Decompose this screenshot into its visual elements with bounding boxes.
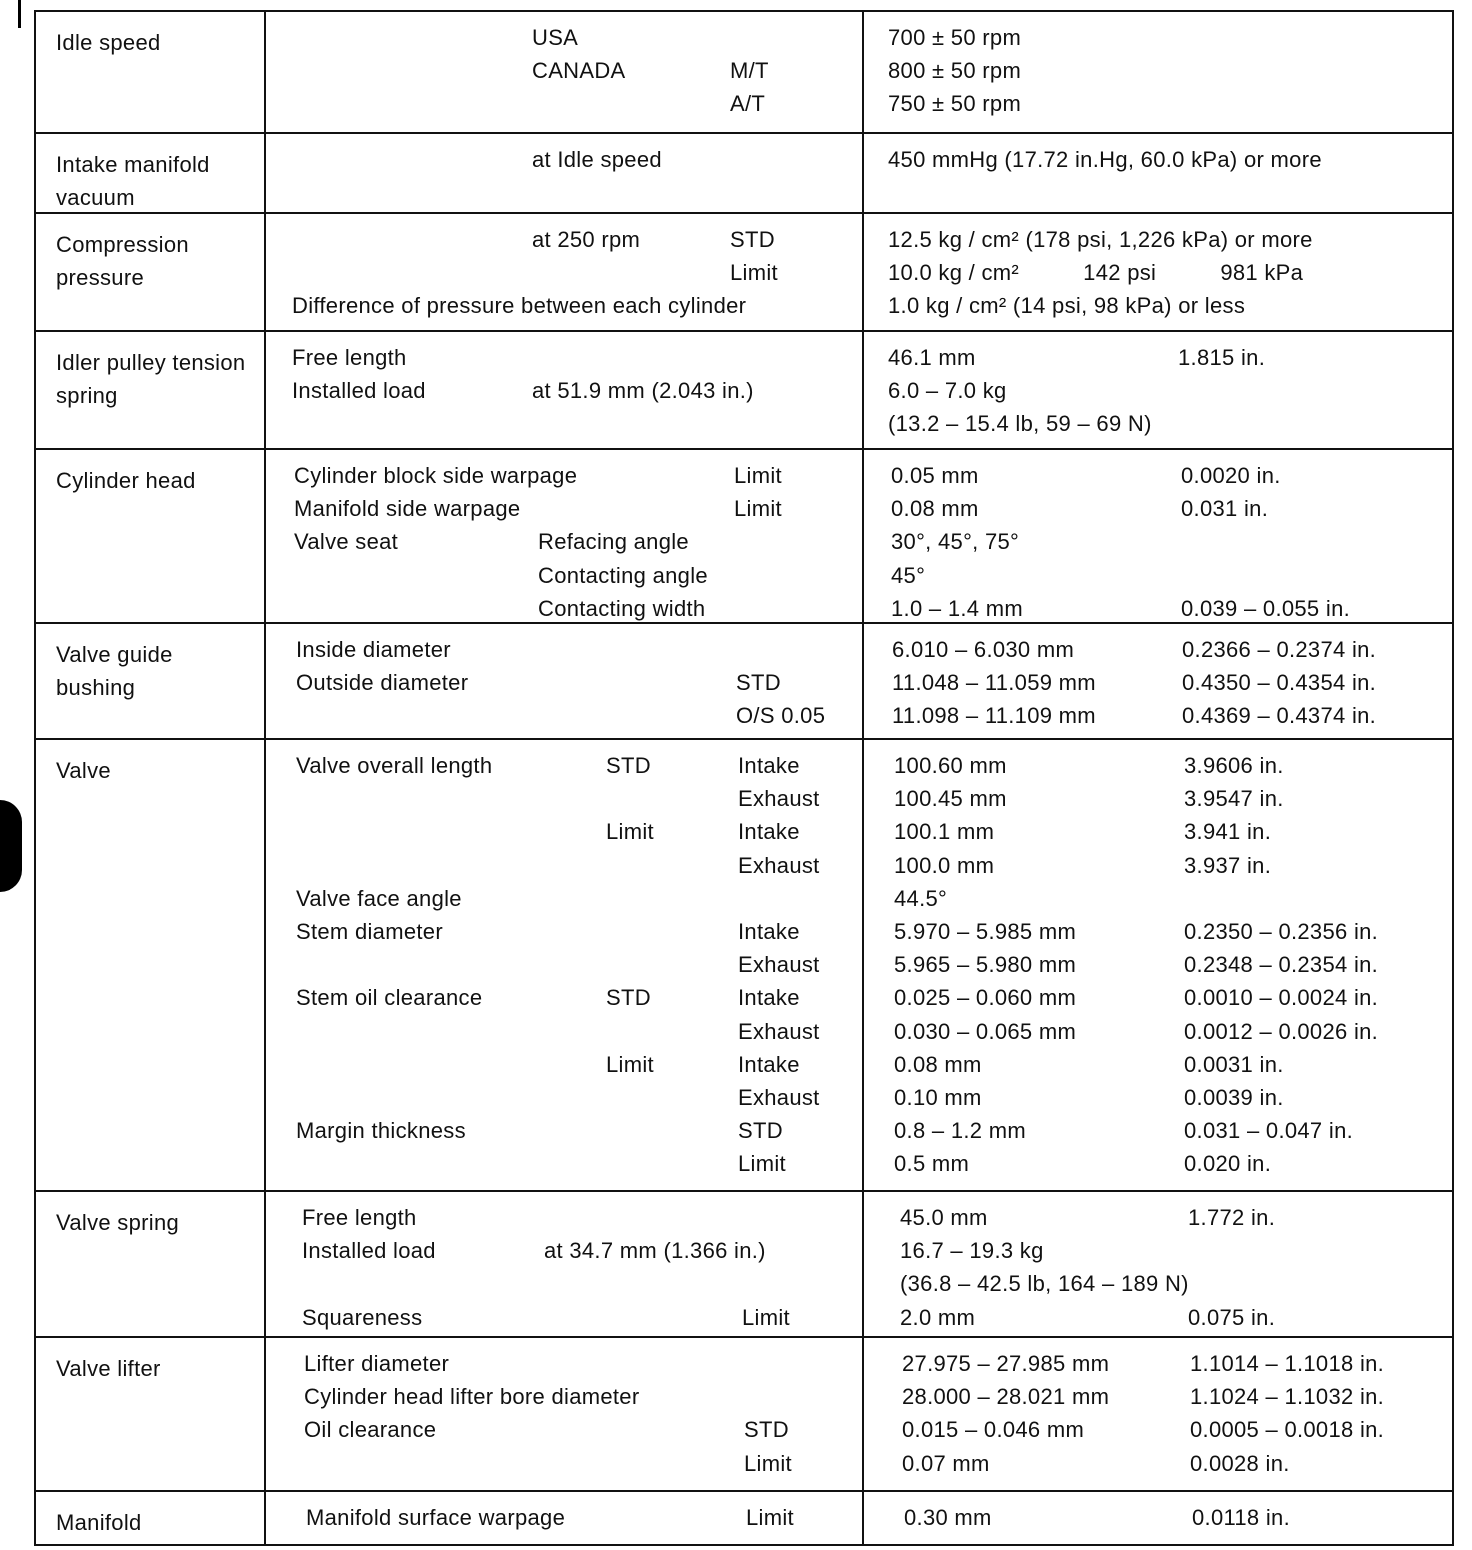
spec-condition: Installed load bbox=[302, 1238, 436, 1264]
spec-value-metric: 2.0 mm bbox=[900, 1304, 976, 1330]
spec-value-metric: 750 ± 50 rpm bbox=[888, 91, 1022, 117]
spec-sub-condition: STD bbox=[606, 985, 651, 1011]
spec-row bbox=[36, 448, 1452, 622]
spec-sub-condition: at 51.9 mm (2.043 in.) bbox=[532, 378, 754, 404]
spec-condition: Oil clearance bbox=[304, 1417, 437, 1443]
spec-qualifier: Limit bbox=[746, 1505, 794, 1530]
spec-value-imperial: 3.9606 in. bbox=[1184, 753, 1284, 778]
spec-sub-condition: Contacting width bbox=[538, 595, 706, 621]
spec-qualifier: Limit bbox=[734, 463, 782, 488]
spec-item-label: Valve lifter bbox=[56, 1356, 161, 1381]
spec-condition: Lifter diameter bbox=[304, 1351, 450, 1376]
spec-row bbox=[36, 330, 1452, 448]
spec-value-imperial: 0.0028 in. bbox=[1190, 1450, 1290, 1476]
spec-row bbox=[36, 12, 1452, 132]
spec-qualifier: Limit bbox=[734, 496, 782, 522]
spec-value-imperial: 1.815 in. bbox=[1178, 345, 1266, 370]
spec-sub-condition: Limit bbox=[606, 1051, 654, 1077]
spec-value-metric: 45° bbox=[891, 562, 926, 588]
spec-qualifier: Limit bbox=[738, 1151, 786, 1177]
spec-item-label: Intake manifold vacuum bbox=[56, 152, 210, 210]
spec-sub-condition: STD bbox=[606, 753, 651, 778]
spec-qualifier: M/T bbox=[730, 58, 769, 84]
spec-qualifier: Intake bbox=[738, 919, 800, 944]
spec-condition: Margin thickness bbox=[296, 1118, 466, 1144]
spec-value-imperial: 0.031 in. bbox=[1181, 496, 1269, 522]
spec-value-imperial: 0.2366 – 0.2374 in. bbox=[1182, 637, 1377, 662]
spec-value-metric: 1.0 – 1.4 mm bbox=[891, 595, 1023, 621]
spec-condition: Valve overall length bbox=[296, 753, 493, 778]
spec-sub-condition: CANADA bbox=[532, 58, 626, 84]
spec-value-metric: 0.30 mm bbox=[904, 1505, 992, 1530]
spec-value-metric: 5.965 – 5.980 mm bbox=[894, 952, 1077, 978]
spec-value-metric: 0.025 – 0.060 mm bbox=[894, 985, 1077, 1011]
spec-qualifier: STD bbox=[744, 1417, 789, 1443]
spec-value-metric: 45.0 mm bbox=[900, 1205, 988, 1230]
spec-qualifier: Limit bbox=[742, 1304, 790, 1330]
spec-condition: Manifold side warpage bbox=[294, 496, 521, 522]
spec-condition: Valve face angle bbox=[296, 885, 462, 911]
spec-item-label: Compression pressure bbox=[56, 232, 189, 290]
spec-sub-condition: at Idle speed bbox=[532, 147, 662, 172]
spec-value-metric: 6.010 – 6.030 mm bbox=[892, 637, 1075, 662]
spec-item-label: Manifold bbox=[56, 1510, 142, 1535]
spec-value-metric: 10.0 kg / cm² 142 psi 981 kPa bbox=[888, 260, 1304, 286]
spec-qualifier: O/S 0.05 bbox=[736, 703, 826, 729]
service-specifications-table bbox=[34, 10, 1454, 1546]
spec-row bbox=[36, 1190, 1452, 1336]
spec-condition: Inside diameter bbox=[296, 637, 451, 662]
spec-value-imperial: 0.0039 in. bbox=[1184, 1085, 1284, 1110]
spec-value-metric: 0.07 mm bbox=[902, 1450, 990, 1476]
spec-value-imperial: 0.0010 – 0.0024 in. bbox=[1184, 985, 1379, 1011]
spec-value-imperial: 0.039 – 0.055 in. bbox=[1181, 595, 1351, 621]
spec-condition: Cylinder block side warpage bbox=[294, 463, 578, 488]
spec-qualifier: Exhaust bbox=[738, 952, 820, 978]
spec-value-metric: 0.030 – 0.065 mm bbox=[894, 1018, 1077, 1044]
spec-value-imperial: 0.0020 in. bbox=[1181, 463, 1281, 488]
spec-value-metric: 0.10 mm bbox=[894, 1085, 982, 1110]
spec-value-metric: 0.8 – 1.2 mm bbox=[894, 1118, 1026, 1144]
spec-condition: Free length bbox=[292, 345, 407, 370]
spec-sub-condition: at 34.7 mm (1.366 in.) bbox=[544, 1238, 766, 1264]
corner-tick-mark bbox=[18, 0, 21, 28]
spec-value-metric: 5.970 – 5.985 mm bbox=[894, 919, 1077, 944]
spec-row bbox=[36, 1490, 1452, 1544]
spec-value-metric: 12.5 kg / cm² (178 psi, 1,226 kPa) or more bbox=[888, 227, 1313, 252]
spec-row bbox=[36, 212, 1452, 330]
spec-qualifier: Limit bbox=[744, 1450, 792, 1476]
spec-condition: Difference of pressure between each cylinder bbox=[292, 293, 747, 319]
spec-item-label: Idler pulley tension spring bbox=[56, 350, 246, 408]
spec-qualifier: Exhaust bbox=[738, 1018, 820, 1044]
spec-value-imperial: 3.941 in. bbox=[1184, 819, 1272, 845]
spec-value-imperial: 0.075 in. bbox=[1188, 1304, 1276, 1330]
spec-value-metric: 11.098 – 11.109 mm bbox=[892, 703, 1096, 729]
spec-value-metric: 0.08 mm bbox=[891, 496, 979, 522]
spec-value-metric: 0.5 mm bbox=[894, 1151, 970, 1177]
spec-condition: Free length bbox=[302, 1205, 417, 1230]
spec-value-metric: 700 ± 50 rpm bbox=[888, 25, 1022, 50]
spec-value-imperial: 0.0031 in. bbox=[1184, 1051, 1284, 1077]
spec-value-imperial: 0.031 – 0.047 in. bbox=[1184, 1118, 1354, 1144]
spec-qualifier: STD bbox=[736, 670, 781, 696]
spec-qualifier: Intake bbox=[738, 753, 800, 778]
spec-value-metric: 0.015 – 0.046 mm bbox=[902, 1417, 1085, 1443]
spec-condition: Valve seat bbox=[294, 529, 399, 555]
spec-value-metric: 100.0 mm bbox=[894, 852, 995, 878]
spec-value-imperial: 1.1014 – 1.1018 in. bbox=[1190, 1351, 1385, 1376]
spec-qualifier: A/T bbox=[730, 91, 766, 117]
spec-sub-condition: Contacting angle bbox=[538, 562, 708, 588]
spec-value-imperial: 3.9547 in. bbox=[1184, 786, 1284, 812]
spec-condition: Manifold surface warpage bbox=[306, 1505, 566, 1530]
spec-value-metric: 11.048 – 11.059 mm bbox=[892, 670, 1096, 696]
spec-value-metric: 28.000 – 28.021 mm bbox=[902, 1384, 1110, 1410]
spec-value-imperial: 0.4369 – 0.4374 in. bbox=[1182, 703, 1377, 729]
spec-row bbox=[36, 738, 1452, 1190]
spec-qualifier: Exhaust bbox=[738, 1085, 820, 1110]
spec-value-imperial: 0.0012 – 0.0026 in. bbox=[1184, 1018, 1379, 1044]
spec-value-metric: 30°, 45°, 75° bbox=[891, 529, 1020, 555]
spec-item-label: Idle speed bbox=[56, 30, 161, 55]
spec-sub-condition: Refacing angle bbox=[538, 529, 689, 555]
spec-qualifier: Exhaust bbox=[738, 786, 820, 812]
spec-value-imperial: 1.772 in. bbox=[1188, 1205, 1276, 1230]
spec-value-imperial: 0.0118 in. bbox=[1192, 1505, 1291, 1530]
spec-value-metric: 100.1 mm bbox=[894, 819, 995, 845]
spec-condition: Cylinder head lifter bore diameter bbox=[304, 1384, 640, 1410]
spec-value-metric: 100.60 mm bbox=[894, 753, 1007, 778]
spec-value-imperial: 1.1024 – 1.1032 in. bbox=[1190, 1384, 1385, 1410]
spec-qualifier: Intake bbox=[738, 819, 800, 845]
spec-qualifier: Intake bbox=[738, 1051, 800, 1077]
spec-value-metric: 44.5° bbox=[894, 885, 948, 911]
binding-hole-mark bbox=[0, 800, 22, 892]
spec-value-metric: 27.975 – 27.985 mm bbox=[902, 1351, 1110, 1376]
spec-item-label: Valve spring bbox=[56, 1210, 180, 1235]
spec-value-metric: 16.7 – 19.3 kg bbox=[900, 1238, 1044, 1264]
spec-value-metric: 800 ± 50 rpm bbox=[888, 58, 1022, 84]
spec-value-imperial: 0.4350 – 0.4354 in. bbox=[1182, 670, 1377, 696]
spec-row bbox=[36, 622, 1452, 738]
spec-row bbox=[36, 1336, 1452, 1490]
spec-qualifier: STD bbox=[738, 1118, 783, 1144]
spec-value-metric: 0.05 mm bbox=[891, 463, 979, 488]
spec-item-label: Valve guide bushing bbox=[56, 642, 173, 700]
spec-condition: Squareness bbox=[302, 1304, 423, 1330]
spec-value-metric: 100.45 mm bbox=[894, 786, 1007, 812]
spec-qualifier: Limit bbox=[730, 260, 778, 286]
spec-value-metric: 450 mmHg (17.72 in.Hg, 60.0 kPa) or more bbox=[888, 147, 1322, 172]
spec-condition: Installed load bbox=[292, 378, 426, 404]
spec-value-metric: 0.08 mm bbox=[894, 1051, 982, 1077]
spec-item-label: Cylinder head bbox=[56, 468, 196, 493]
spec-value-imperial: 0.2350 – 0.2356 in. bbox=[1184, 919, 1379, 944]
spec-value-imperial: 0.0005 – 0.0018 in. bbox=[1190, 1417, 1385, 1443]
spec-row bbox=[36, 132, 1452, 212]
spec-value-metric: 1.0 kg / cm² (14 psi, 98 kPa) or less bbox=[888, 293, 1246, 319]
spec-condition: Stem diameter bbox=[296, 919, 443, 944]
spec-sub-condition: at 250 rpm bbox=[532, 227, 641, 252]
spec-value-metric: (36.8 – 42.5 lb, 164 – 189 N) bbox=[900, 1271, 1189, 1297]
spec-value-imperial: 0.020 in. bbox=[1184, 1151, 1272, 1177]
spec-qualifier: STD bbox=[730, 227, 775, 252]
spec-qualifier: Intake bbox=[738, 985, 800, 1011]
spec-condition: Stem oil clearance bbox=[296, 985, 483, 1011]
spec-value-imperial: 0.2348 – 0.2354 in. bbox=[1184, 952, 1379, 978]
spec-condition: Outside diameter bbox=[296, 670, 469, 696]
spec-sub-condition: Limit bbox=[606, 819, 654, 845]
spec-item-label: Valve bbox=[56, 758, 111, 783]
spec-sub-condition: USA bbox=[532, 25, 579, 50]
spec-value-imperial: 3.937 in. bbox=[1184, 852, 1272, 878]
spec-value-metric: 6.0 – 7.0 kg bbox=[888, 378, 1007, 404]
spec-qualifier: Exhaust bbox=[738, 852, 820, 878]
spec-value-metric: (13.2 – 15.4 lb, 59 – 69 N) bbox=[888, 411, 1152, 437]
spec-value-metric: 46.1 mm bbox=[888, 345, 976, 370]
